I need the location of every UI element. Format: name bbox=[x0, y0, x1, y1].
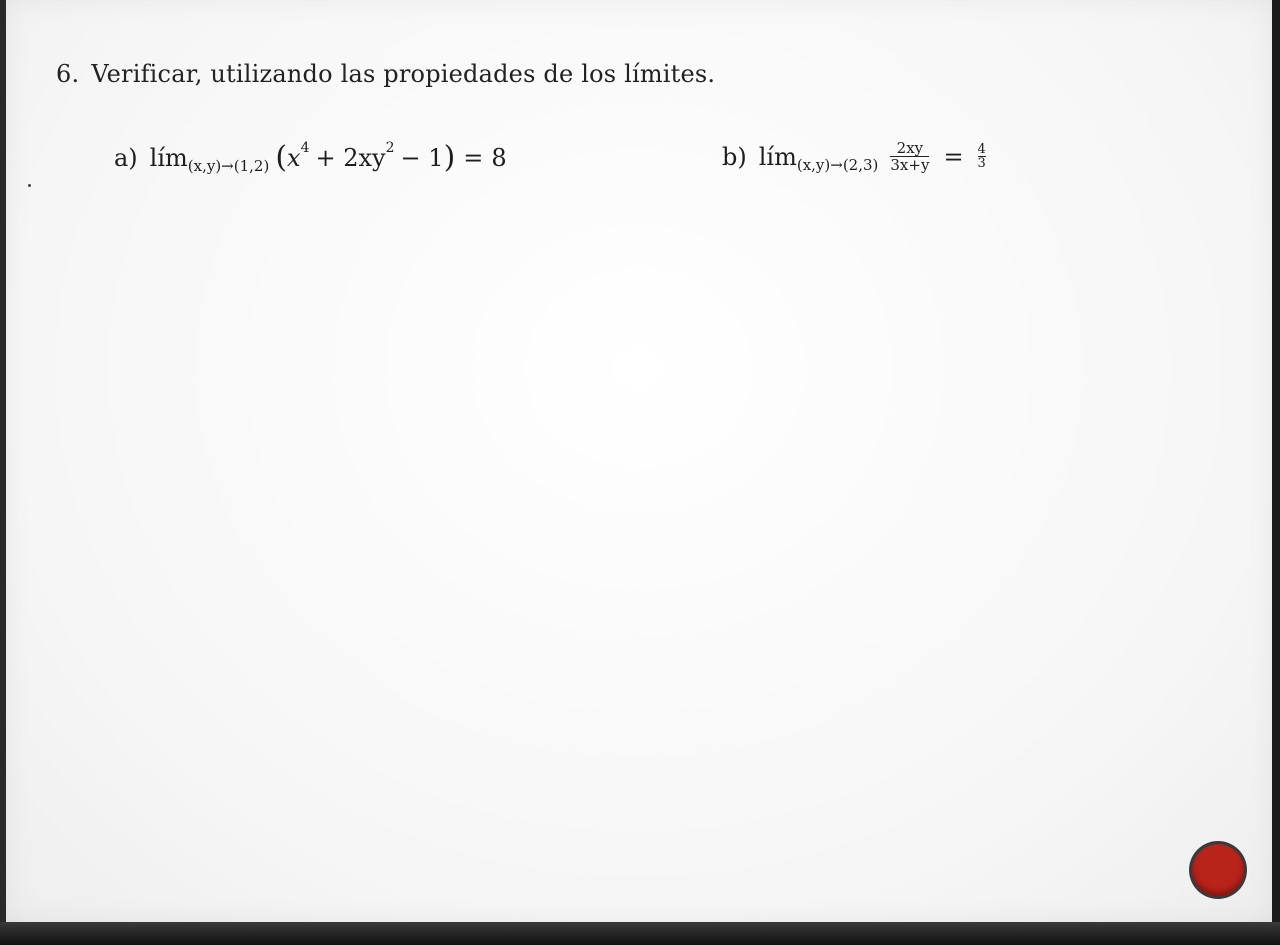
limit-item-b bbox=[722, 140, 992, 173]
item-b-label: b) bbox=[722, 142, 747, 171]
item-a-term1-exp: 4 bbox=[300, 139, 310, 156]
item-b-denominator: 3x+y bbox=[890, 156, 930, 174]
item-b-equals: = bbox=[943, 142, 964, 171]
record-button[interactable] bbox=[1192, 844, 1244, 896]
item-a-equals: = bbox=[463, 143, 484, 172]
exercise-instruction: Verificar, utilizando las propiedades de los límites. bbox=[91, 60, 716, 88]
item-b-fraction bbox=[890, 140, 929, 173]
exercise-number: 6. bbox=[56, 60, 80, 88]
item-a-label: a) bbox=[114, 143, 138, 172]
speck-mark bbox=[28, 184, 31, 187]
limit-item-a bbox=[114, 140, 507, 175]
item-a-result: 8 bbox=[491, 143, 507, 172]
item-a-close-paren: ) bbox=[443, 140, 456, 175]
item-b-lim-operator: lím bbox=[758, 142, 797, 171]
document-page bbox=[6, 0, 1272, 922]
item-a-subscript: (x,y)→(1,2) bbox=[187, 156, 270, 175]
item-b-result-fraction bbox=[978, 143, 986, 170]
item-b-subscript: (x,y)→(2,3) bbox=[796, 155, 879, 174]
item-a-open-paren: ( bbox=[275, 140, 288, 175]
item-a-term1-base: x bbox=[287, 143, 301, 172]
item-a-plus-term: + 2xy bbox=[315, 143, 386, 172]
item-a-term2-exp: 2 bbox=[385, 139, 395, 156]
screen-bezel-right bbox=[1272, 0, 1280, 922]
item-b-result-denominator: 3 bbox=[977, 156, 986, 171]
item-b-result-numerator: 4 bbox=[977, 142, 986, 157]
item-a-lim-operator: lím bbox=[149, 143, 188, 172]
exercise-heading bbox=[56, 60, 715, 88]
item-b-numerator: 2xy bbox=[896, 139, 924, 157]
item-a-minus-term: − 1 bbox=[400, 143, 444, 172]
screen-bezel-bottom bbox=[0, 922, 1280, 945]
